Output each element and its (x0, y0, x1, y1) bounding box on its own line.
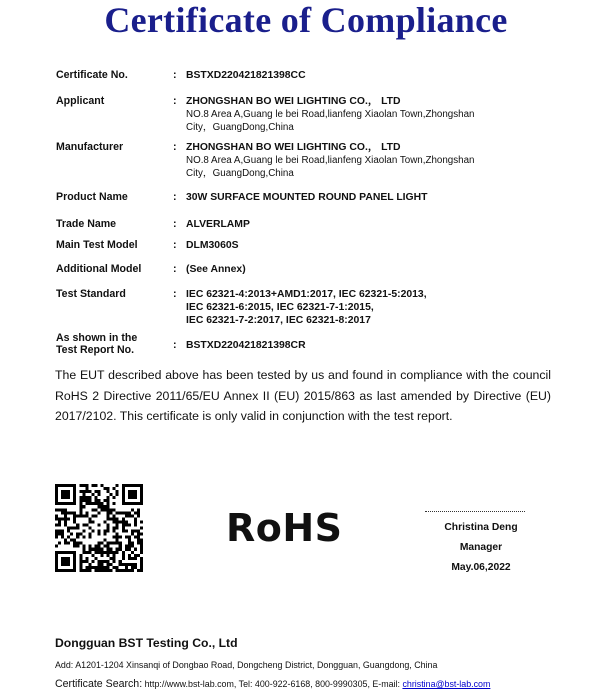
colon: : (173, 339, 177, 351)
test-standard-line: IEC 62321-7-2:2017, IEC 62321-8:2017 (186, 315, 371, 326)
main-test-model-value: DLM3060S (186, 240, 239, 251)
manufacturer-label: Manufacturer (56, 141, 124, 153)
product-name-value: 30W SURFACE MOUNTED ROUND PANEL LIGHT (186, 192, 428, 203)
footer-contact (55, 678, 490, 690)
trade-name-value: ALVERLAMP (186, 219, 250, 230)
product-name-label: Product Name (56, 191, 128, 203)
colon: : (173, 95, 177, 107)
applicant-label: Applicant (56, 95, 105, 107)
certificate-title: Certificate of Compliance (104, 0, 508, 40)
colon: : (173, 288, 177, 300)
applicant-name: ZHONGSHAN BO WEI LIGHTING CO.， LTD (186, 96, 401, 107)
signatory-title: Manager (459, 542, 503, 553)
test-report-no-label (56, 332, 168, 356)
certificate-no-value: BSTXD220421821398CC (186, 70, 306, 81)
rohs-mark: RoHS (226, 506, 343, 550)
footer-address: Add: A1201-1204 Xinsanqi of Dongbao Road, Dongcheng District, Dongguan, Guangdong, China (55, 660, 438, 670)
manufacturer-value (186, 141, 474, 180)
test-report-no-value: BSTXD220421821398CR (186, 340, 306, 351)
signature-line (425, 511, 525, 512)
additional-model-label: Additional Model (56, 263, 142, 275)
colon: : (173, 141, 177, 153)
test-standard-value (186, 288, 427, 327)
signature-date: May.06,2022 (451, 562, 511, 573)
applicant-address-line1: NO.8 Area A,Guang le bei Road,lianfeng Xiaolan Town,Zhongshan (186, 109, 475, 120)
certificate-no-label: Certificate No. (56, 69, 128, 81)
test-report-no-label-line1: As shown in the (56, 332, 138, 344)
colon: : (173, 191, 177, 203)
applicant-address-line2: City，GuangDong,China (186, 122, 294, 133)
test-standard-line: IEC 62321-4:2013+AMD1:2017, IEC 62321-5:2013, (186, 289, 427, 300)
footer-company: Dongguan BST Testing Co., Ltd (55, 636, 238, 650)
test-standard-label: Test Standard (56, 288, 126, 300)
colon: : (173, 239, 177, 251)
compliance-statement: The EUT described above has been tested by us and found in compliance with the council RoHS 2 Directive 2011/65/EU Annex II (EU) 2015/863 as last amended by Directive (EU) 2017/2102. This certificate is only valid in conjunction with the test report. (55, 368, 551, 423)
manufacturer-address-line1: NO.8 Area A,Guang le bei Road,lianfeng Xiaolan Town,Zhongshan (186, 155, 475, 166)
manufacturer-address-line2: City，GuangDong,China (186, 168, 294, 179)
colon: : (173, 263, 177, 275)
colon: : (173, 69, 177, 81)
additional-model-value: (See Annex) (186, 264, 246, 275)
colon: : (173, 218, 177, 230)
qr-code-icon (55, 484, 143, 572)
trade-name-label: Trade Name (56, 218, 117, 230)
main-test-model-label: Main Test Model (56, 239, 138, 251)
signatory-name: Christina Deng (444, 522, 518, 533)
certificate-search-label: Certificate Search: (55, 678, 143, 690)
applicant-value (186, 95, 474, 134)
test-standard-line: IEC 62321-6:2015, IEC 62321-7-1:2015, (186, 302, 374, 313)
manufacturer-name: ZHONGSHAN BO WEI LIGHTING CO.， LTD (186, 142, 401, 153)
email-link[interactable]: christina@bst-lab.com (402, 679, 491, 689)
test-report-no-label-line2: Test Report No. (56, 344, 135, 356)
footer-contact-details: http://www.bst-lab.com, Tel: 400-922-6168, 800-9990305, E-mail: (142, 679, 403, 689)
